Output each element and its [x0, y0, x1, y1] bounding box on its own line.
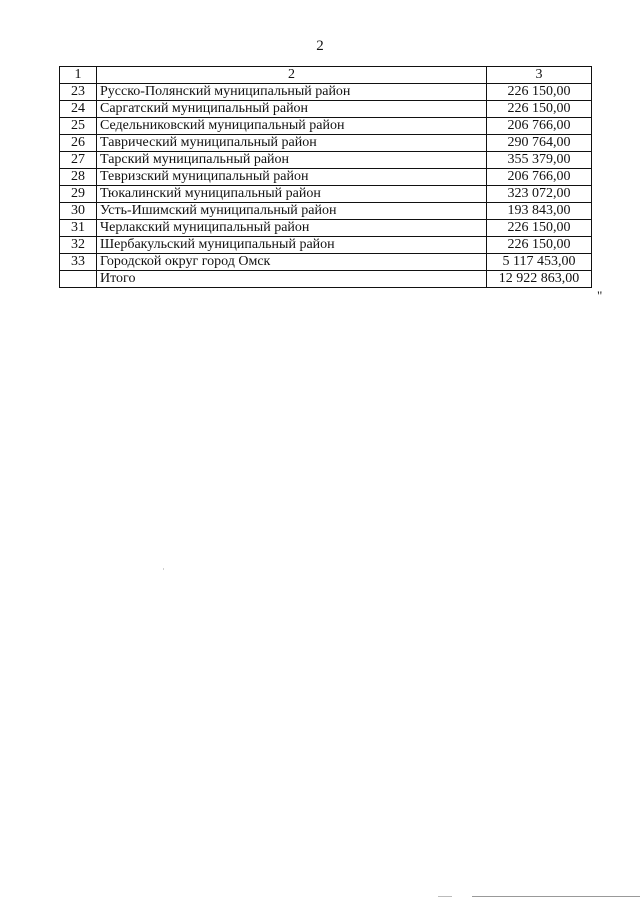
header-col-1: 1 [60, 67, 97, 84]
total-row [60, 271, 592, 288]
amount-value: 226 150,00 [487, 237, 592, 254]
district-name: Таврический муниципальный район [97, 135, 487, 152]
amount-value: 226 150,00 [487, 84, 592, 101]
district-name: Тарский муниципальный район [97, 152, 487, 169]
row-number: 31 [60, 220, 97, 237]
table-row [60, 186, 592, 203]
row-number: 29 [60, 186, 97, 203]
amount-value: 290 764,00 [487, 135, 592, 152]
amount-value: 5 117 453,00 [487, 254, 592, 271]
amount-value: 226 150,00 [487, 101, 592, 118]
table-header-row [60, 67, 592, 84]
amount-value: 323 072,00 [487, 186, 592, 203]
district-name: Городской округ город Омск [97, 254, 487, 271]
row-number: 25 [60, 118, 97, 135]
allocation-table [59, 66, 592, 288]
row-number: 28 [60, 169, 97, 186]
district-name: Саргатский муниципальный район [97, 101, 487, 118]
district-name: Седельниковский муниципальный район [97, 118, 487, 135]
total-label: Итого [97, 271, 487, 288]
amount-value: 206 766,00 [487, 118, 592, 135]
amount-value: 355 379,00 [487, 152, 592, 169]
amount-value: 206 766,00 [487, 169, 592, 186]
district-name: Шербакульский муниципальный район [97, 237, 487, 254]
closing-quote-mark: " [597, 288, 603, 303]
header-col-3: 3 [487, 67, 592, 84]
total-amount: 12 922 863,00 [487, 271, 592, 288]
table-row [60, 84, 592, 101]
table-row [60, 152, 592, 169]
bottom-rule-line [472, 896, 640, 897]
header-col-2: 2 [97, 67, 487, 84]
table-row [60, 237, 592, 254]
row-number: 30 [60, 203, 97, 220]
row-number: 33 [60, 254, 97, 271]
district-name: Тевризский муниципальный район [97, 169, 487, 186]
scan-speck [163, 568, 164, 570]
bottom-dash-mark [438, 896, 452, 897]
district-name: Тюкалинский муниципальный район [97, 186, 487, 203]
total-number [60, 271, 97, 288]
table-row [60, 118, 592, 135]
table-row [60, 135, 592, 152]
district-name: Усть-Ишимский муниципальный район [97, 203, 487, 220]
district-name: Черлакский муниципальный район [97, 220, 487, 237]
amount-value: 193 843,00 [487, 203, 592, 220]
table-row [60, 203, 592, 220]
page-number: 2 [316, 38, 324, 54]
table-row [60, 220, 592, 237]
table-row [60, 101, 592, 118]
row-number: 32 [60, 237, 97, 254]
table-row [60, 169, 592, 186]
row-number: 26 [60, 135, 97, 152]
amount-value: 226 150,00 [487, 220, 592, 237]
table-row [60, 254, 592, 271]
row-number: 24 [60, 101, 97, 118]
row-number: 23 [60, 84, 97, 101]
district-name: Русско-Полянский муниципальный район [97, 84, 487, 101]
row-number: 27 [60, 152, 97, 169]
